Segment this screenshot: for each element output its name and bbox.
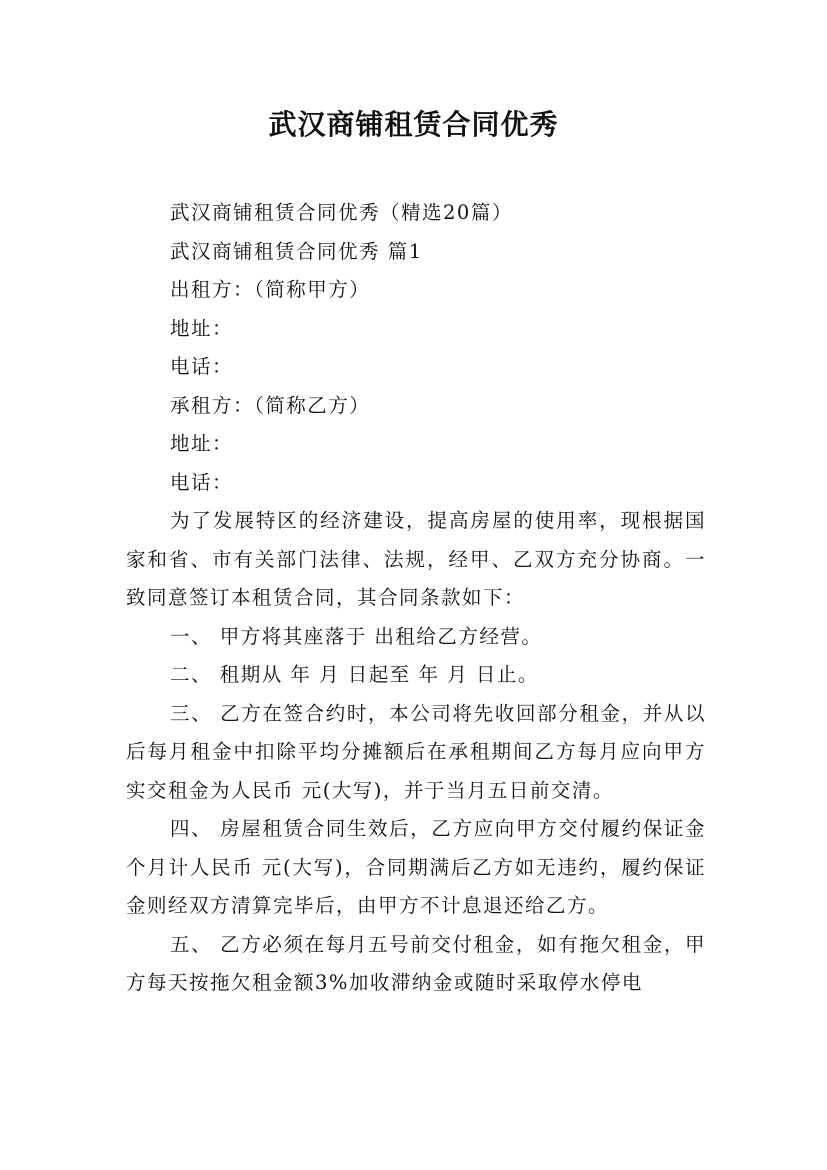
lessor-phone: 电话： [170, 355, 234, 378]
preamble-paragraph: 为了发展特区的经济建设，提高房屋的使用率，现根据国家和省、市有关部门法律、法规，经甲、乙双方充分协商。一致同意签订本租赁合同，其合同条款如下： [126, 509, 706, 609]
clause-paragraph: 四、 房屋租赁合同生效后，乙方应向甲方交付履约保证金 个月计人民币 元(大写)，合同期满后乙方如无违约，履约保证金则经双方清算完毕后，由甲方不计息退还给乙方。 [126, 817, 706, 917]
document-body [126, 194, 706, 1003]
section-heading: 武汉商铺租赁合同优秀 篇1 [170, 239, 423, 263]
clause-paragraph: 三、 乙方在签合约时，本公司将先收回部分租金，并从以后每月租金中扣除平均分摊额后在承租期间乙方每月应向甲方实交租金为人民币 元(大写)，并于当月五日前交清。 [126, 701, 706, 802]
clause-paragraph: 五、 乙方必须在每月五号前交付租金，如有拖欠租金，甲方每天按拖欠租金额3%加收滞纳金或随时采取停水停电 [126, 932, 706, 994]
lessor-label: 出租方：（简称甲方） [170, 278, 371, 301]
lessee-phone: 电话： [170, 470, 234, 494]
lessee-label: 承租方：（简称乙方） [170, 393, 371, 417]
document-title: 武汉商铺租赁合同优秀 [268, 108, 559, 141]
lessee-address: 地址： [170, 432, 234, 455]
lessor-address: 地址： [170, 316, 234, 340]
clause-paragraph: 一、 甲方将其座落于 出租给乙方经营。 [170, 624, 543, 648]
clause-paragraph: 二、 租期从 年 月 日起至 年 月 日止。 [170, 663, 539, 686]
document-subtitle: 武汉商铺租赁合同优秀（精选20篇） [170, 201, 513, 224]
